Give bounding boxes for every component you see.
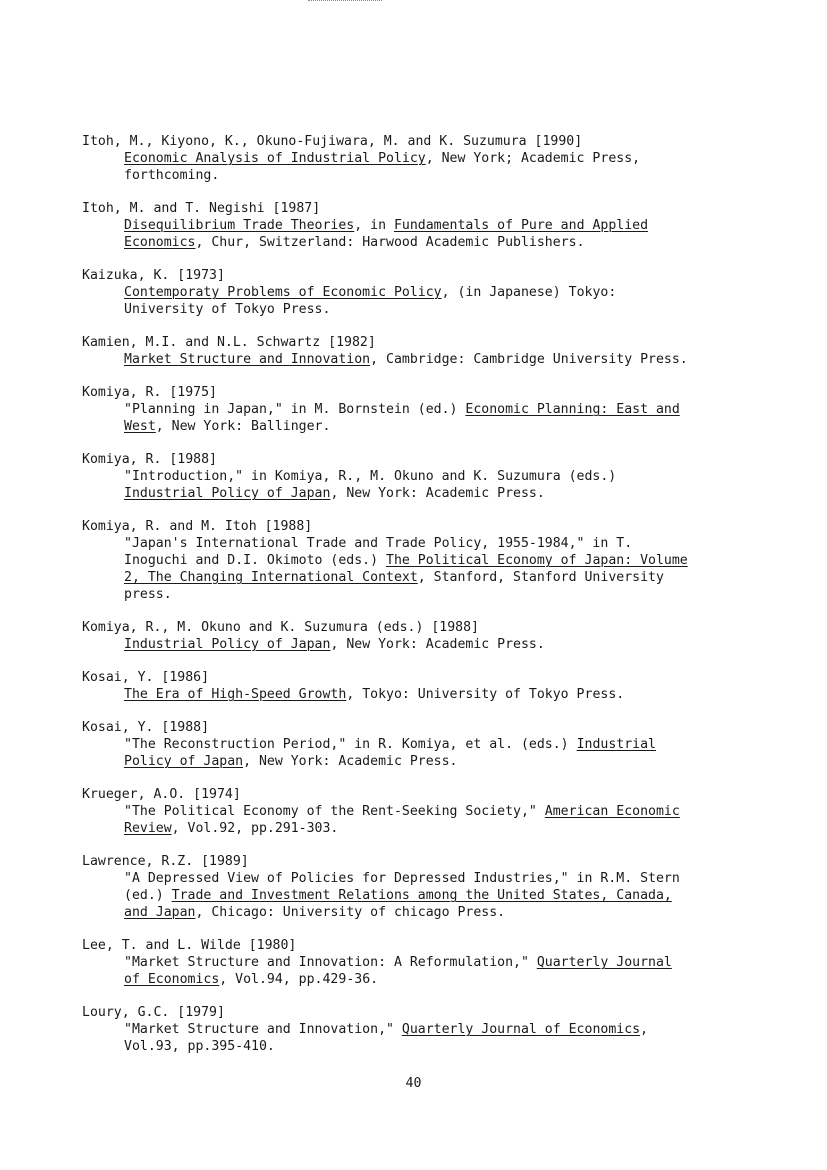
- citation-title-text: Economics: [124, 234, 196, 250]
- reference-citation: [82, 737, 782, 771]
- reference-entry: [82, 854, 782, 922]
- citation-text: , in: [354, 217, 394, 233]
- reference-entry: [82, 268, 782, 319]
- citation-line: [124, 553, 782, 570]
- citation-text: "The Reconstruction Period," in R. Komiya, et al. (eds.): [124, 737, 577, 753]
- citation-line: [124, 1022, 782, 1039]
- citation-title-text: West: [124, 418, 156, 434]
- citation-text: , (in Japanese) Tokyo:: [441, 284, 617, 300]
- citation-line: [124, 570, 782, 587]
- reference-entry: [82, 519, 782, 604]
- reference-entry: [82, 720, 782, 771]
- citation-text: , Tokyo: University of Tokyo Press.: [346, 687, 625, 703]
- citation-text: "Introduction," in Komiya, R., M. Okuno and K. Suzumura (eds.): [124, 469, 617, 485]
- citation-line: [124, 754, 782, 771]
- citation-line: [124, 469, 782, 486]
- citation-line: [124, 821, 782, 838]
- citation-line: [124, 888, 782, 905]
- citation-text: "A Depressed View of Policies for Depressed Industries," in R.M. Stern: [124, 871, 680, 887]
- citation-text: forthcoming.: [124, 167, 220, 183]
- reference-citation: [82, 285, 782, 319]
- citation-text: , Chur, Switzerland: Harwood Academic Publishers.: [195, 234, 585, 250]
- citation-line: [124, 804, 782, 821]
- reference-author-year: Krueger, A.O. [1974]: [82, 787, 241, 803]
- reference-entry: [82, 452, 782, 503]
- scan-mark: [308, 0, 382, 3]
- reference-citation: [82, 687, 782, 704]
- citation-line: [124, 955, 782, 972]
- citation-title-text: American Economic: [544, 804, 680, 820]
- reference-entry: [82, 620, 782, 654]
- reference-author-year: Kosai, Y. [1988]: [82, 720, 210, 736]
- citation-title-text: and Japan: [124, 904, 196, 920]
- reference-citation: [82, 469, 782, 503]
- reference-citation: [82, 352, 782, 369]
- citation-line: [124, 419, 782, 436]
- citation-line: [124, 486, 782, 503]
- citation-text: , New York: Academic Press.: [243, 754, 458, 770]
- reference-entry: [82, 335, 782, 369]
- citation-title-text: Industrial Policy of Japan: [124, 636, 331, 652]
- citation-text: "The Political Economy of the Rent-Seeking Society,": [124, 804, 545, 820]
- citation-line: [124, 536, 782, 553]
- reference-entry: [82, 201, 782, 252]
- reference-citation: [82, 218, 782, 252]
- citation-line: [124, 235, 782, 252]
- citation-text: , Vol.94, pp.429-36.: [219, 972, 379, 987]
- citation-text: "Market Structure and Innovation: A Reformulation,": [124, 955, 537, 971]
- citation-text: , New York: Ballinger.: [155, 418, 331, 434]
- reference-list: [82, 134, 782, 1072]
- reference-entry: [82, 670, 782, 704]
- reference-author-year: Komiya, R. [1975]: [82, 385, 217, 401]
- reference-author-year: Kamien, M.I. and N.L. Schwartz [1982]: [82, 335, 376, 351]
- citation-line: [124, 905, 782, 922]
- citation-title-text: The Era of High-Speed Growth: [124, 687, 347, 703]
- reference-citation: [82, 536, 782, 604]
- citation-line: [124, 302, 782, 319]
- citation-text: press.: [124, 586, 172, 602]
- reference-citation: [82, 871, 782, 922]
- citation-title-text: Contemporaty Problems of Economic Policy: [124, 284, 442, 300]
- reference-citation: [82, 1022, 782, 1056]
- reference-author-year: Komiya, R. and M. Itoh [1988]: [82, 519, 313, 535]
- citation-line: [124, 285, 782, 302]
- citation-title-text: Market Structure and Innovation: [124, 351, 371, 367]
- reference-citation: [82, 151, 782, 185]
- reference-author-year: Komiya, R., M. Okuno and K. Suzumura (eds.) [1988]: [82, 620, 479, 636]
- citation-title-text: 2, The Changing International Context: [124, 569, 418, 585]
- reference-entry: [82, 385, 782, 436]
- citation-line: [124, 972, 782, 989]
- citation-text: , New York: Academic Press.: [330, 636, 545, 652]
- citation-line: [124, 402, 782, 419]
- citation-text: (ed.): [124, 888, 172, 904]
- citation-title-text: Economic Planning: East and: [465, 402, 680, 418]
- reference-entry: [82, 938, 782, 989]
- citation-title-text: Review: [124, 821, 172, 837]
- citation-title-text: Industrial Policy of Japan: [124, 485, 331, 501]
- reference-entry: [82, 1005, 782, 1056]
- citation-title-text: Economic Analysis of Industrial Policy: [124, 150, 426, 166]
- citation-line: [124, 352, 782, 369]
- citation-line: [124, 1039, 782, 1056]
- citation-text: Inoguchi and D.I. Okimoto (eds.): [124, 553, 387, 568]
- citation-title-text: Trade and Investment Relations among the United States, Canada,: [171, 888, 672, 904]
- citation-line: [124, 687, 782, 704]
- citation-text: , New York; Academic Press,: [425, 150, 641, 166]
- reference-citation: [82, 637, 782, 654]
- citation-text: "Japan's International Trade and Trade Policy, 1955-1984," in T.: [124, 536, 633, 552]
- citation-line: [124, 737, 782, 754]
- page-number: 40: [405, 1076, 422, 1091]
- citation-text: , New York: Academic Press.: [330, 485, 545, 501]
- reference-entry: [82, 787, 782, 838]
- citation-text: ,: [640, 1022, 649, 1038]
- reference-author-year: Komiya, R. [1988]: [82, 452, 217, 468]
- citation-text: "Market Structure and Innovation,": [124, 1022, 402, 1038]
- reference-entry: [82, 134, 782, 185]
- citation-text: "Planning in Japan," in M. Bornstein (ed.): [124, 402, 466, 418]
- reference-author-year: Kaizuka, K. [1973]: [82, 268, 225, 284]
- reference-citation: [82, 402, 782, 436]
- reference-author-year: Itoh, M. and T. Negishi [1987]: [82, 201, 321, 217]
- citation-text: , Stanford, Stanford University: [417, 569, 664, 585]
- reference-author-year: Lee, T. and L. Wilde [1980]: [82, 938, 297, 954]
- citation-title-text: of Economics: [124, 972, 220, 987]
- citation-text: Vol.93, pp.395-410.: [124, 1039, 275, 1055]
- citation-text: , Chicago: University of chicago Press.: [195, 904, 506, 920]
- citation-line: [124, 637, 782, 654]
- reference-author-year: Lawrence, R.Z. [1989]: [82, 854, 249, 870]
- citation-line: [124, 587, 782, 604]
- citation-line: [124, 871, 782, 888]
- citation-title-text: Disequilibrium Trade Theories: [124, 217, 355, 233]
- citation-title-text: Industrial: [576, 737, 656, 753]
- reference-author-year: Itoh, M., Kiyono, K., Okuno-Fujiwara, M. and K. Suzumura [1990]: [82, 134, 583, 149]
- citation-line: [124, 151, 782, 168]
- citation-text: University of Tokyo Press.: [124, 301, 331, 317]
- reference-citation: [82, 955, 782, 989]
- reference-author-year: Kosai, Y. [1986]: [82, 670, 210, 686]
- citation-line: [124, 218, 782, 235]
- citation-line: [124, 168, 782, 185]
- citation-text: , Vol.92, pp.291-303.: [171, 821, 339, 837]
- citation-title-text: Quarterly Journal of Economics: [401, 1022, 641, 1038]
- citation-title-text: Quarterly Journal: [536, 955, 672, 971]
- reference-author-year: Loury, G.C. [1979]: [82, 1005, 225, 1021]
- citation-text: , Cambridge: Cambridge University Press.: [370, 351, 688, 367]
- citation-title-text: The Political Economy of Japan: Volume: [386, 553, 688, 568]
- citation-title-text: Policy of Japan: [124, 754, 244, 770]
- reference-citation: [82, 804, 782, 838]
- citation-title-text: Fundamentals of Pure and Applied: [393, 217, 649, 233]
